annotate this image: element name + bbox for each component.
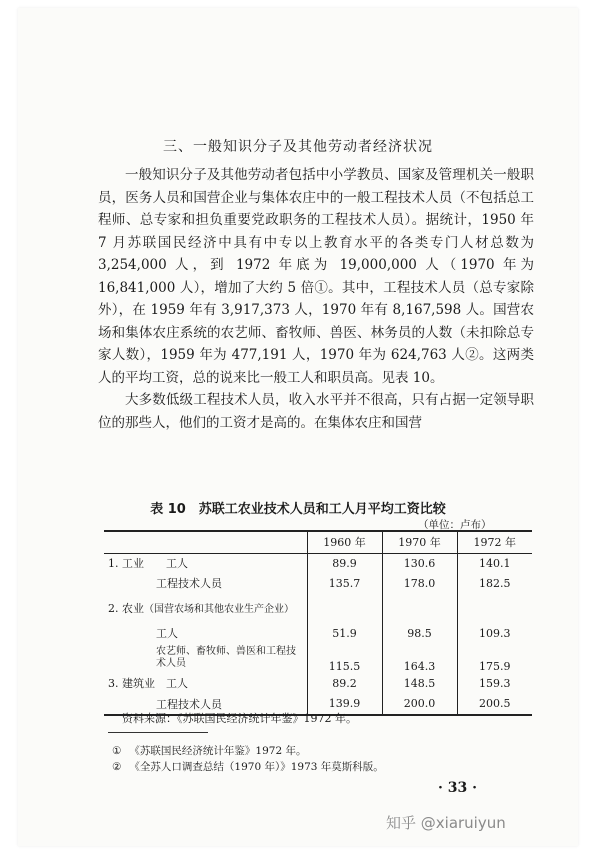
table-cell: 135.7 <box>307 573 382 593</box>
column-header: 1970 年 <box>382 531 457 553</box>
row-label: 工人 <box>166 677 188 690</box>
table-cell: 200.5 <box>457 693 532 715</box>
table-unit: （单位：卢布） <box>418 519 492 531</box>
table-cell: 175.9 <box>457 643 532 673</box>
table-cell: 130.6 <box>382 553 457 573</box>
table-cell: 139.9 <box>307 693 382 715</box>
table-cell: 200.0 <box>382 693 457 715</box>
table-row <box>104 673 532 693</box>
row-label: （国营农场和其他农业生产企业） <box>144 604 294 615</box>
table-title: 表 10 苏联工农业技术人员和工人月平均工资比较 <box>150 502 446 517</box>
page-number: · 33 · <box>438 780 477 796</box>
row-group: 1. 工业 <box>108 557 144 571</box>
table-cell <box>457 593 532 623</box>
footnote-divider <box>108 732 208 733</box>
table-cell: 98.5 <box>382 623 457 643</box>
table-cell: 148.5 <box>382 673 457 693</box>
table-cell: 109.3 <box>457 623 532 643</box>
table-cell <box>307 593 382 623</box>
row-label: 农艺师、畜牧师、兽医和工程技术人员 <box>156 646 296 669</box>
footnote <box>112 759 384 775</box>
paragraph-1: 一般知识分子及其他劳动者包括中小学教员、国家及管理机关一般职员，医务人员和国营企业与集体农庄中的一般工程技术人员（不包括总工程师、总专家和担负重要党政职务的工程技术人员）。据统计，1950 年 7 月苏联国民经济中具有中专以上教育水平的各类专门人材总数为 3,254,000 人，到 1972 年底为 19,000,000 人（1970 年为 16,841,000 人），增加了大约 5 倍①。其中，工程技术人员（总专家除外），在 1959 年有 3,917,373 人，1970 年有 8,167,598 人。国营农场和集体农庄系统的农艺师、畜牧师、兽医、林务员的人数（未扣除总专家人数），1959 年为 477,191 人，1970 年为 624,763 人②。这两类人的平均工资，总的说来比一般工人和职员高。见表 10。 <box>98 167 534 386</box>
watermark: 知乎 @xiaruiyun <box>386 814 506 832</box>
row-label: 工人 <box>156 627 178 640</box>
table-cell: 140.1 <box>457 553 532 573</box>
table-cell: 51.9 <box>307 623 382 643</box>
footnote-text: 《全苏人口调查总结（1970 年）》1973 年莫斯科版。 <box>129 761 384 773</box>
row-label: 工人 <box>166 557 188 571</box>
table-row <box>104 593 532 623</box>
table-cell: 182.5 <box>457 573 532 593</box>
table-cell: 159.3 <box>457 673 532 693</box>
table-row <box>104 643 532 673</box>
footnote <box>112 743 384 759</box>
table-cell: 164.3 <box>382 643 457 673</box>
table-header-row <box>104 531 532 553</box>
table-row <box>104 553 532 573</box>
row-group: 2. 农业 <box>108 602 144 615</box>
table-cell: 89.9 <box>307 553 382 573</box>
table-cell: 178.0 <box>382 573 457 593</box>
row-label: 工程技术人员 <box>156 697 222 711</box>
footnotes <box>112 743 384 775</box>
column-header: 1960 年 <box>307 531 382 553</box>
wage-table <box>104 530 532 716</box>
table-source: 资料来源：《苏联国民经济统计年鉴》1972 年。 <box>122 712 357 725</box>
column-header: 1972 年 <box>457 531 532 553</box>
table-row <box>104 623 532 643</box>
paragraph-2: 大多数低级工程技术人员，收入水平并不很高，只有占据一定领导职位的那些人，他们的工资才是高的。在集体农庄和国营 <box>98 392 534 431</box>
table-cell: 89.2 <box>307 673 382 693</box>
table-cell <box>382 593 457 623</box>
table-cell: 115.5 <box>307 643 382 673</box>
section-heading: 三、一般知识分子及其他劳动者经济状况 <box>163 139 433 155</box>
footnote-mark: ② <box>112 761 122 773</box>
body-text <box>98 164 534 434</box>
footnote-mark: ① <box>112 745 122 757</box>
book-page <box>18 8 578 846</box>
footnote-text: 《苏联国民经济统计年鉴》1972 年。 <box>129 745 307 757</box>
table-row <box>104 573 532 593</box>
column-header <box>104 531 307 553</box>
row-label: 工程技术人员 <box>156 577 222 590</box>
row-group: 3. 建筑业 <box>108 677 155 690</box>
